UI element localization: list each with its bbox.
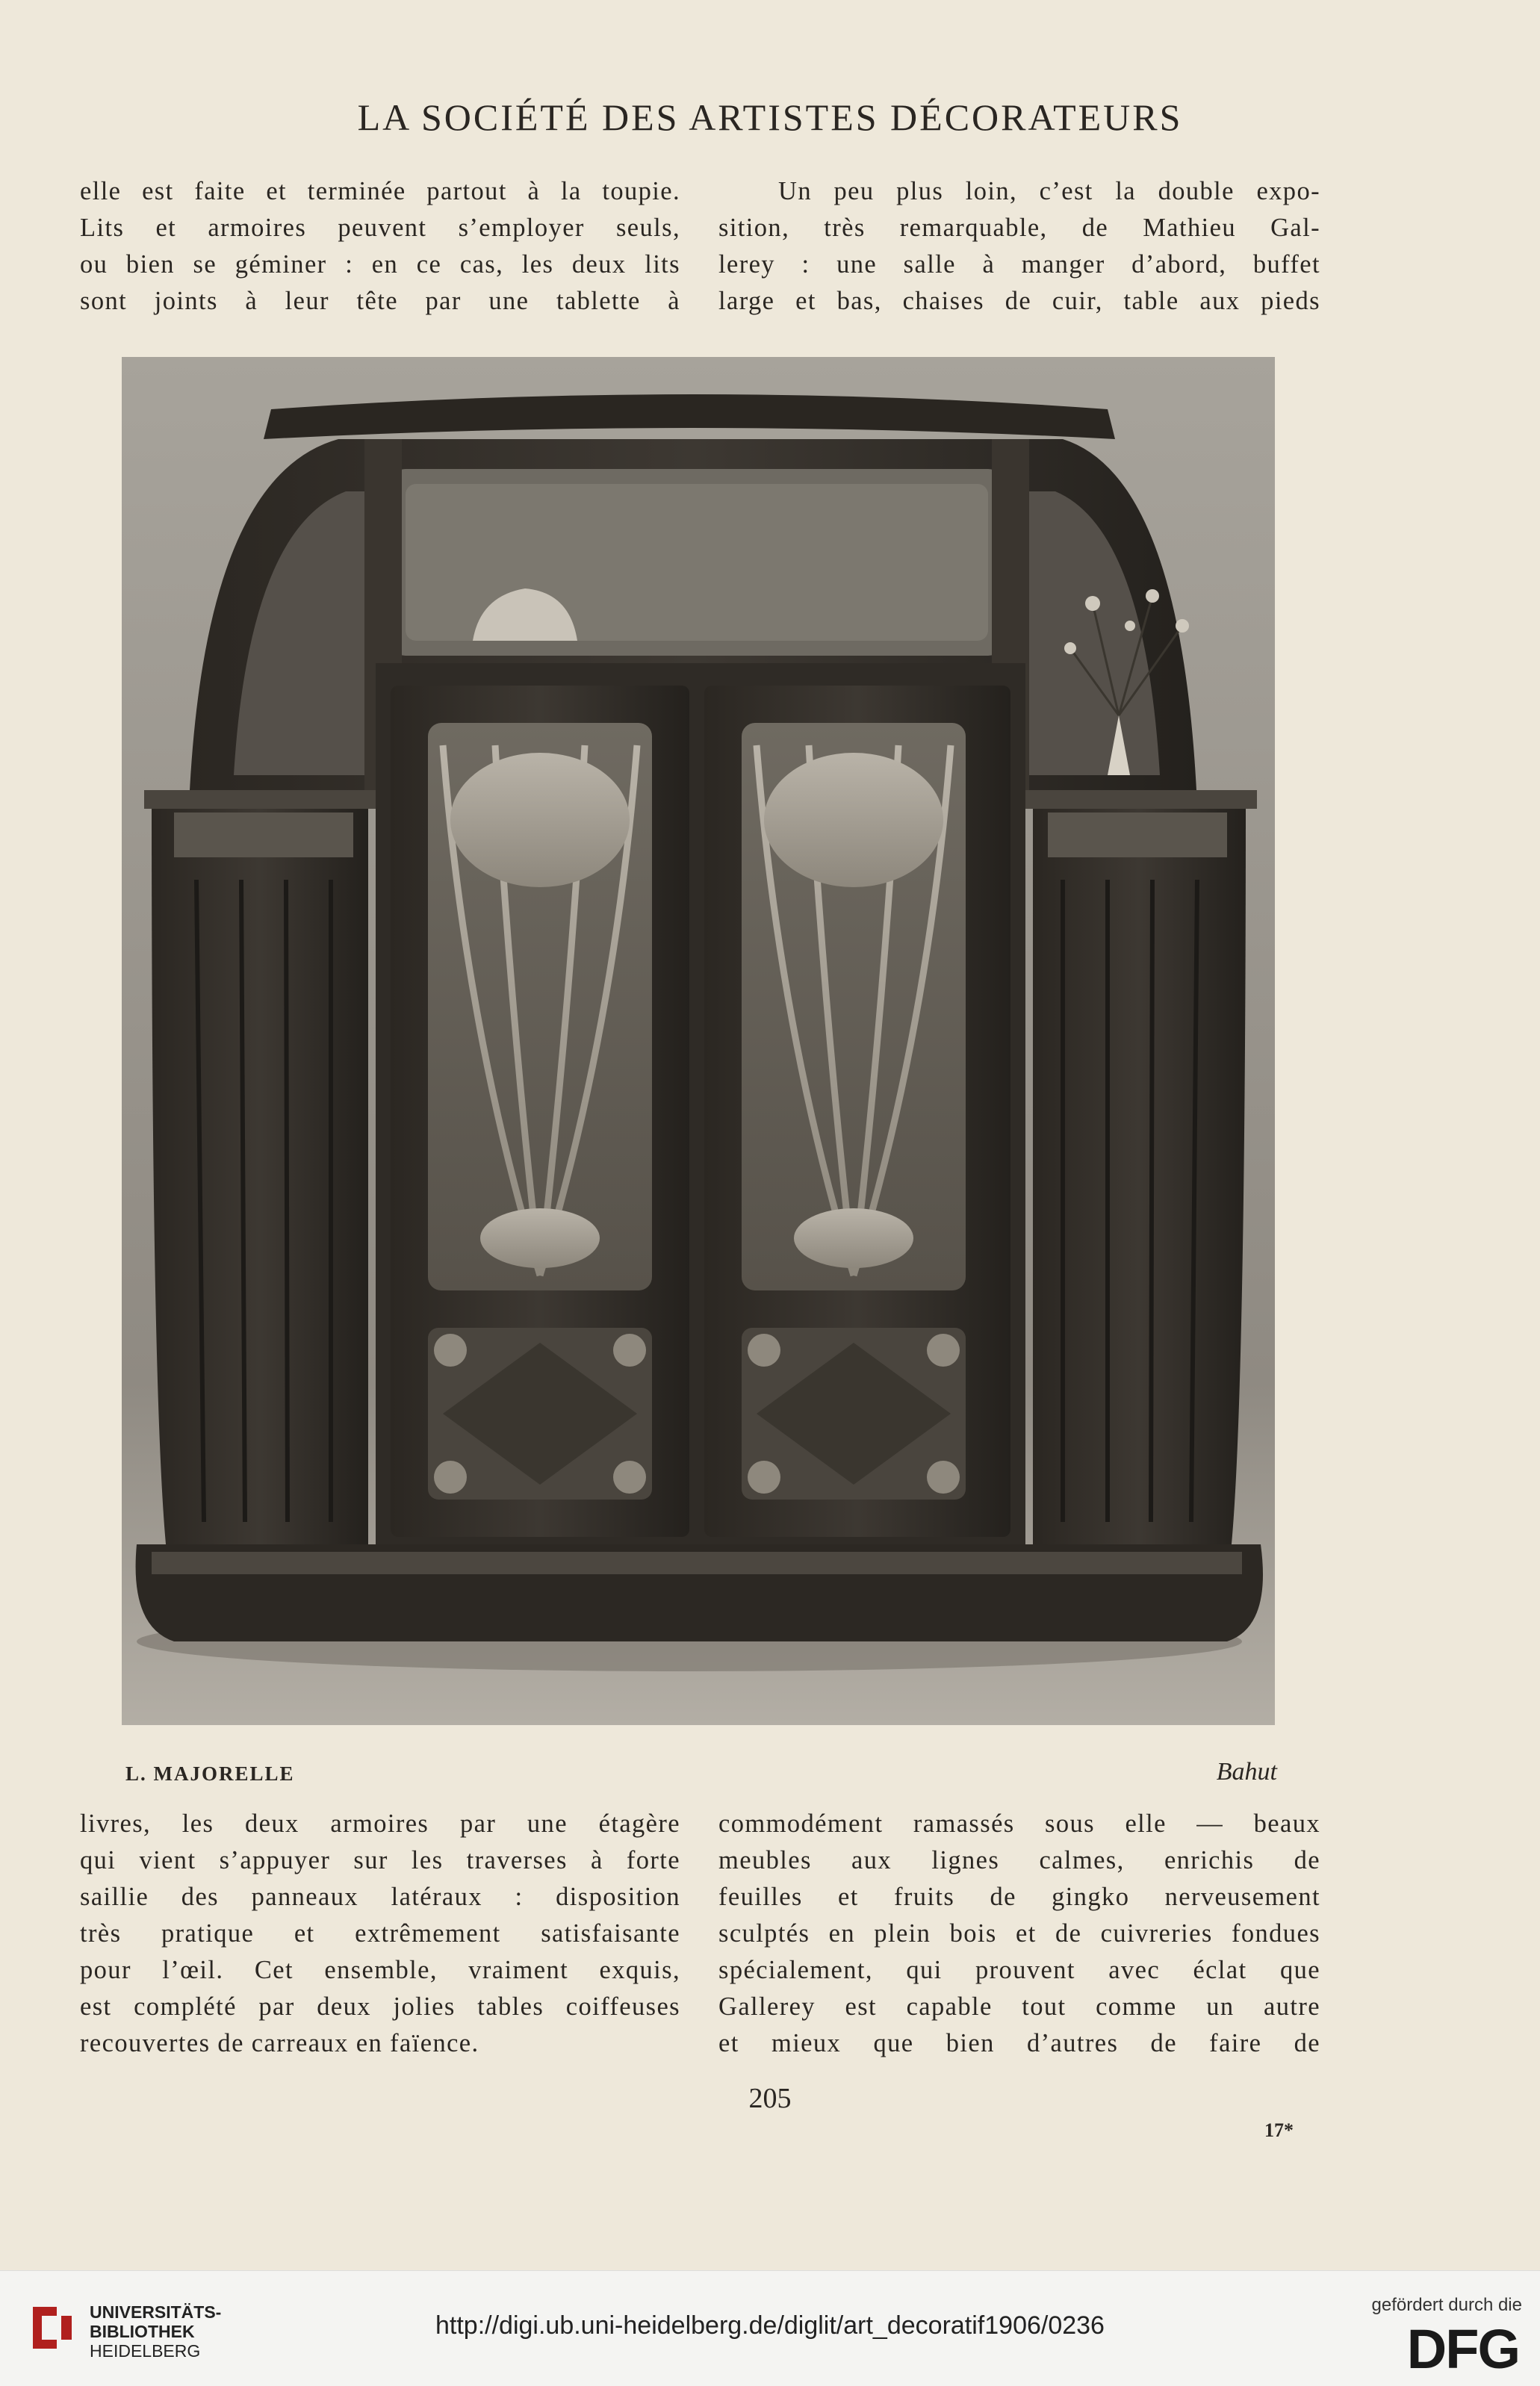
text-line: commodément ramassés sous elle — beaux (718, 1809, 1320, 1838)
text-line: qui vient s’appuyer sur les traverses à forte (80, 1846, 680, 1874)
text-line: est complété par deux jolies tables coiffeuses (80, 1992, 680, 2021)
text-line: très pratique et extrêmement satisfaisante (80, 1919, 680, 1948)
text-line: meubles aux lignes calmes, enrichis de (718, 1846, 1320, 1874)
text-line: sition, très remarquable, de Mathieu Gal- (718, 214, 1320, 242)
text-line: Gallerey est capable tout comme un autre (718, 1992, 1320, 2021)
text-line: saillie des panneaux latéraux : disposition (80, 1883, 680, 1911)
text-line: large et bas, chaises de cuir, table aux pieds (718, 287, 1320, 315)
text-line: recouvertes de carreaux en faïence. (80, 2029, 479, 2057)
figure-caption-author: L. MAJORELLE (125, 1762, 295, 1785)
text-column-top-left (80, 173, 680, 320)
text-line: Lits et armoires peuvent s’employer seuls, (80, 214, 680, 242)
text-column-bottom-left (80, 1806, 680, 2062)
running-head: LA SOCIÉTÉ DES ARTISTES DÉCORATEURS (357, 96, 1183, 138)
permalink-url[interactable]: http://digi.ub.uni-heidelberg.de/diglit/art_decoratif1906/0236 (435, 2311, 1105, 2340)
library-name-line: BIBLIOTHEK (90, 2322, 195, 2341)
page-number: 205 (748, 2083, 792, 2114)
text-line: lerey : une salle à manger d’abord, buffet (718, 250, 1320, 279)
text-line: pour l’œil. Cet ensemble, vraiment exquis, (80, 1956, 680, 1984)
text-line: spécialement, qui prouvent avec éclat que (718, 1956, 1320, 1984)
text-line: ou bien se géminer : en ce cas, les deux lits (80, 250, 680, 279)
library-name-line: HEIDELBERG (90, 2341, 201, 2361)
text-line: et mieux que bien d’autres de faire de (718, 2029, 1320, 2057)
figure-caption-title: Bahut (1216, 1758, 1277, 1786)
cabinet-photograph (122, 357, 1275, 1725)
text-line: feuilles et fruits de gingko nerveusement (718, 1883, 1320, 1911)
text-line: elle est faite et terminée partout à la toupie. (80, 177, 680, 205)
library-name-line: UNIVERSITÄTS- (90, 2302, 222, 2322)
text-line: sculptés en plein bois et de cuivreries fondues (718, 1919, 1320, 1948)
text-column-bottom-right (718, 1806, 1320, 2062)
digitization-footer (0, 2270, 1540, 2386)
text-column-top-right (718, 173, 1320, 320)
funding-label: gefördert durch die (1371, 2295, 1522, 2315)
text-line: livres, les deux armoires par une étagère (80, 1809, 680, 1838)
text-line: sont joints à leur tête par une tablette à (80, 287, 680, 315)
text-line: Un peu plus loin, c’est la double expo- (778, 177, 1320, 205)
dfg-logo: DFG (1406, 2318, 1519, 2380)
cabinet-illustration (122, 357, 1275, 1725)
signature-mark: 17* (1264, 2119, 1294, 2141)
